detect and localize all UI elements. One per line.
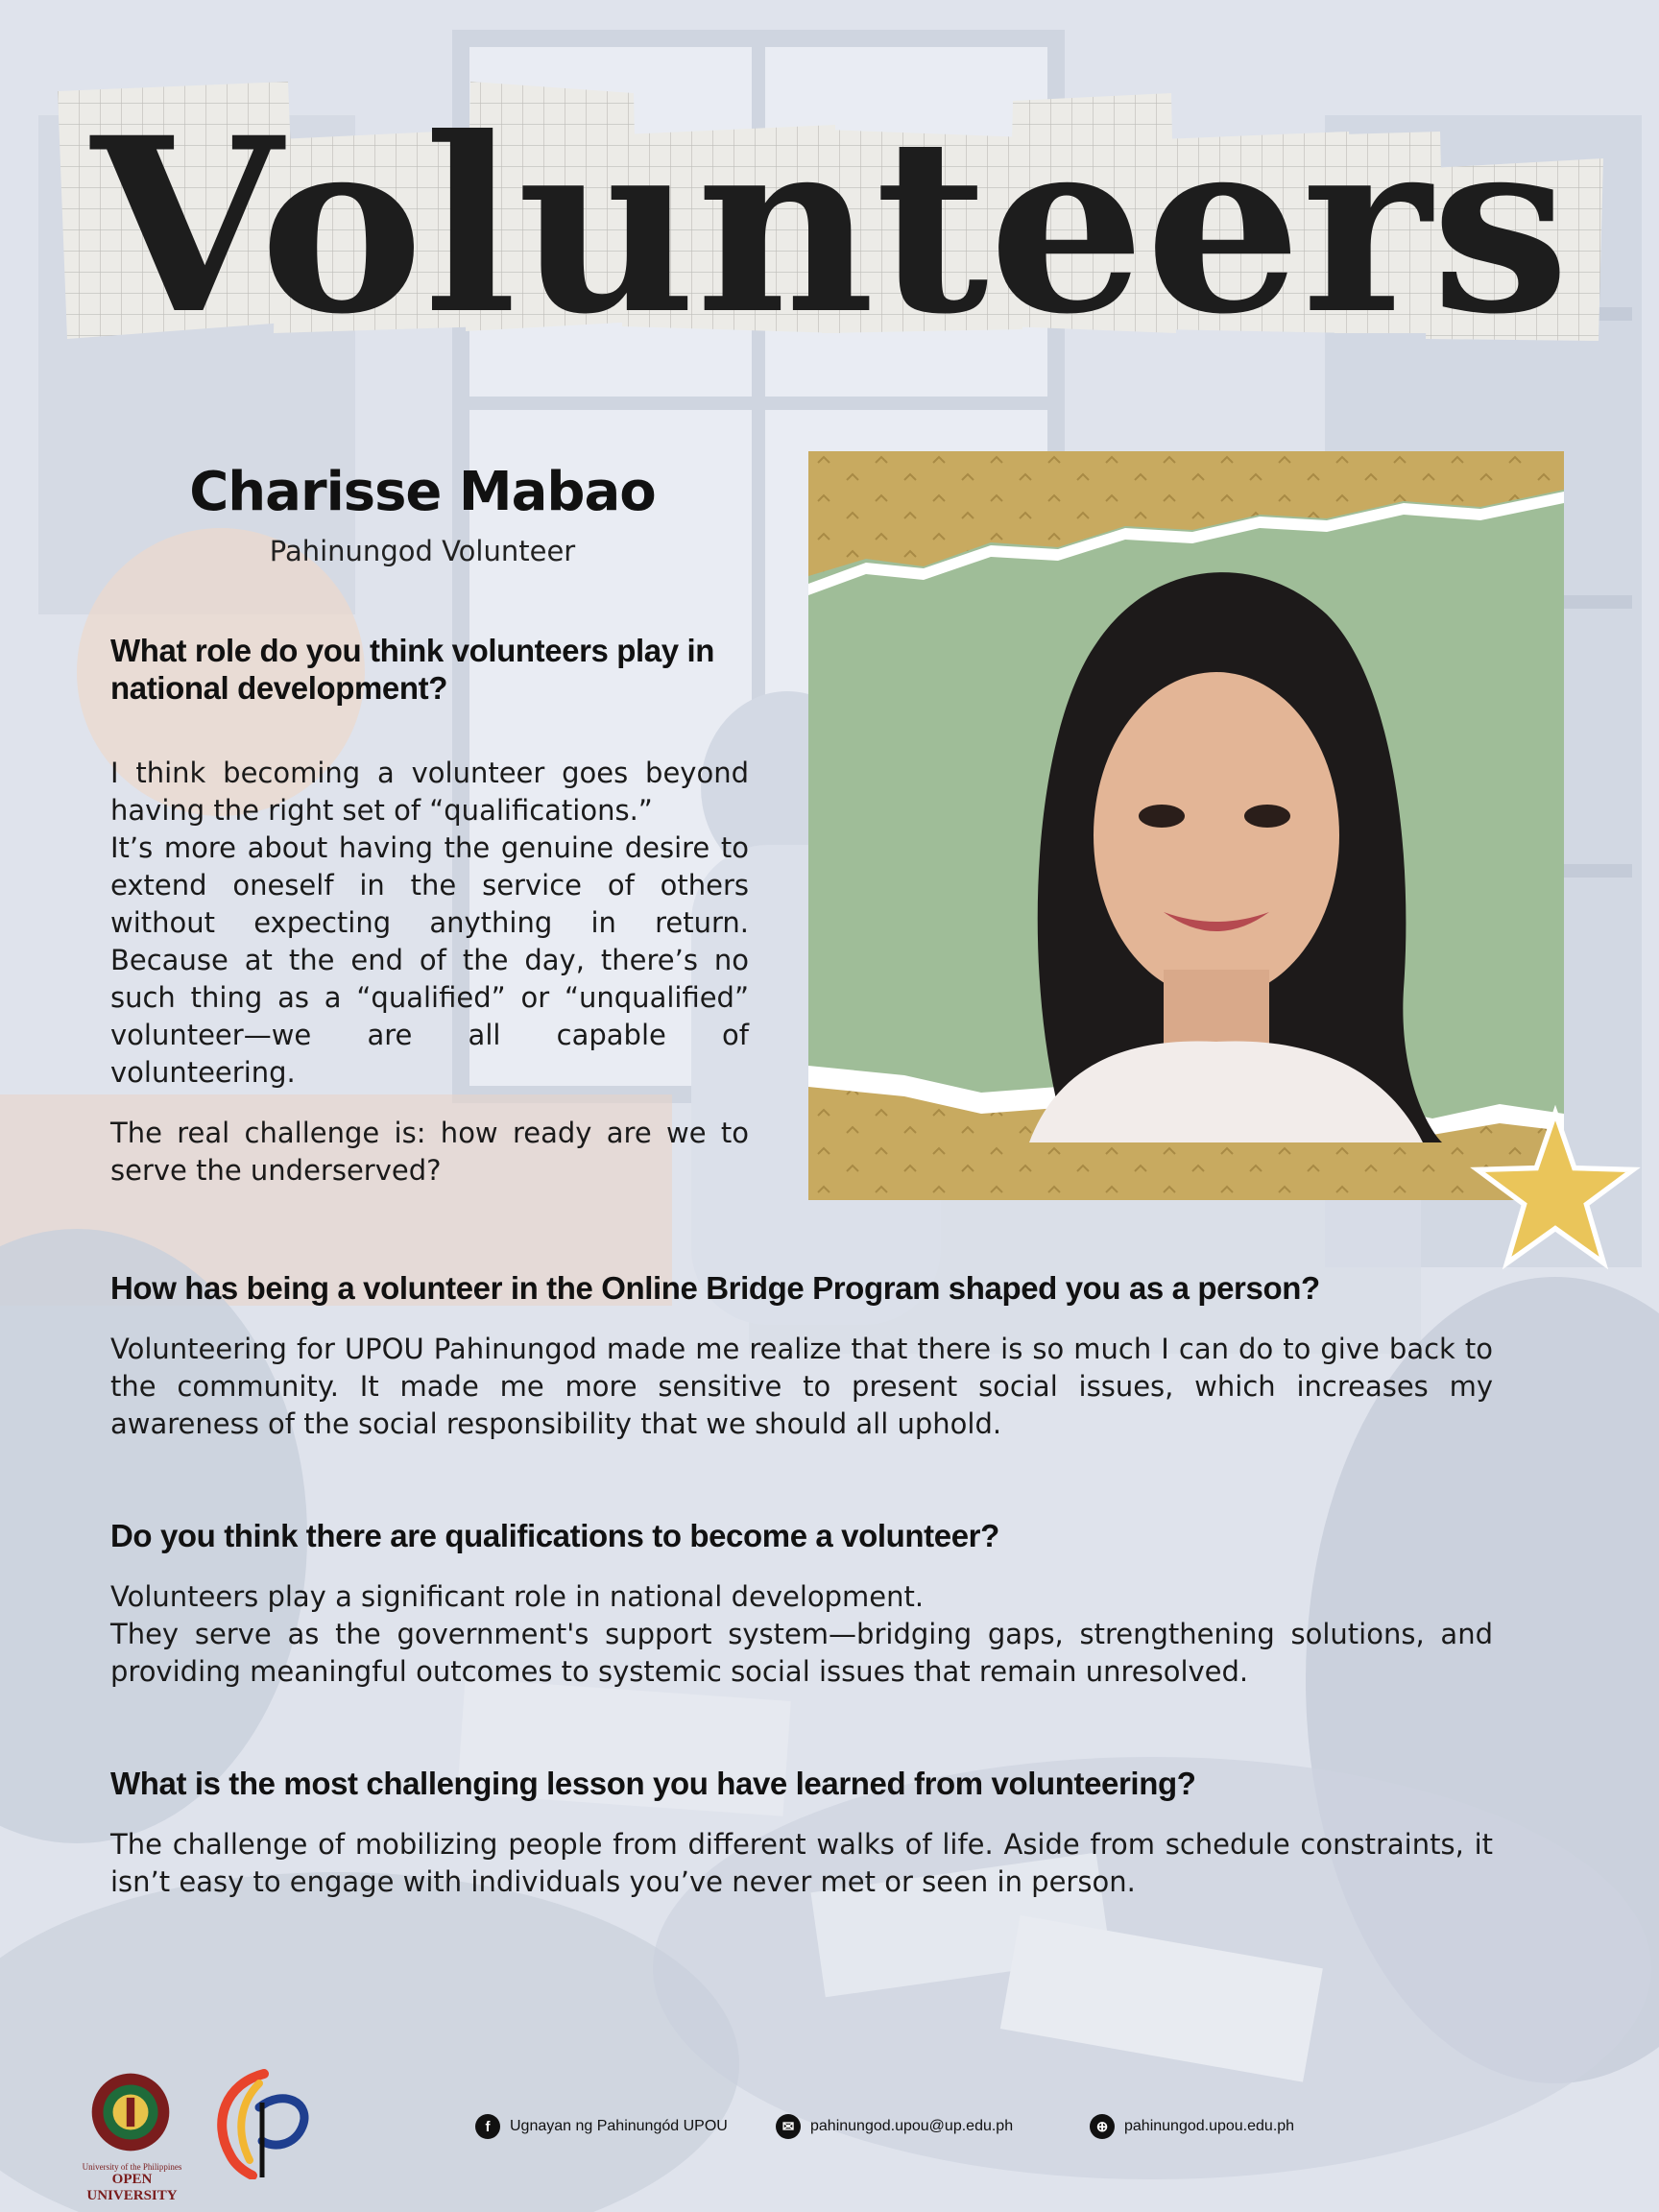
answer-1-paragraph-2: The real challenge is: how ready are we to serve the underserved? [110, 1117, 749, 1187]
page-title: Volunteers [88, 84, 1571, 350]
website-contact[interactable] [1090, 2114, 1294, 2139]
facebook-icon: f [475, 2114, 500, 2139]
pahinungod-logo [206, 2064, 317, 2179]
up-open-university-logo [77, 2072, 187, 2204]
answer-1-line-1: I think becoming a volunteer goes beyond having the right set of “qualifications.” [110, 757, 749, 827]
volunteer-role: Pahinungod Volunteer [269, 535, 576, 567]
up-logo-big-text: OPEN UNIVERSITY [86, 2172, 178, 2203]
answer-2: Volunteering for UPOU Pahinungod made me realize that there is so much I can do to give back to the community. It made me more sensitive to present social issues, which increases my awareness of the social responsibility that we should all uphold. [110, 1333, 1493, 1440]
up-seal-icon [90, 2072, 171, 2152]
question-2: How has being a volunteer in the Online Bridge Program shaped you as a person? [110, 1270, 1320, 1306]
answer-3-line-1: Volunteers play a significant role in national development. [110, 1580, 925, 1613]
volunteer-photo [808, 451, 1564, 1200]
facebook-contact[interactable] [475, 2114, 728, 2139]
answer-3 [110, 1578, 1493, 1691]
email-label: pahinungod.upou@up.edu.ph [810, 2118, 1014, 2134]
email-icon: ✉ [776, 2114, 801, 2139]
email-contact[interactable] [776, 2114, 1013, 2139]
title-graphic [58, 82, 1603, 350]
answer-4: The challenge of mobilizing people from different walks of life. Aside from schedule constraints, it isn’t easy to engage with individuals you’ve never met or seen in person. [110, 1828, 1493, 1898]
answer-1-paragraph-1: It’s more about having the genuine desire to extend oneself in the service of others without expecting anything in return. Because at the end of the day, there’s no such thing as a “qualified” or “unqualified” volunteer—we are all capable of volunteering. [110, 831, 749, 1089]
title-banner [58, 82, 1603, 350]
answer-1 [110, 755, 749, 1190]
up-logo-small-text: University of the Philippines [82, 2162, 182, 2172]
question-1: What role do you think volunteers play in national development? [110, 633, 715, 706]
question-3: Do you think there are qualifications to become a volunteer? [110, 1518, 999, 1553]
photo-placeholder [808, 451, 1564, 1200]
question-4: What is the most challenging lesson you have learned from volunteering? [110, 1766, 1196, 1801]
volunteer-name: Charisse Mabao [189, 461, 656, 523]
globe-icon: ⊕ [1090, 2114, 1115, 2139]
website-label: pahinungod.upou.edu.ph [1124, 2118, 1295, 2134]
facebook-label: Ugnayan ng Pahinungód UPOU [510, 2118, 728, 2134]
footer [0, 2055, 1659, 2203]
star-icon [1469, 1104, 1642, 1277]
answer-3-line-2: They serve as the government's support system—bridging gaps, strengthening solutions, and providing meaningful outcomes to systemic social issues that remain unresolved. [110, 1618, 1493, 1688]
